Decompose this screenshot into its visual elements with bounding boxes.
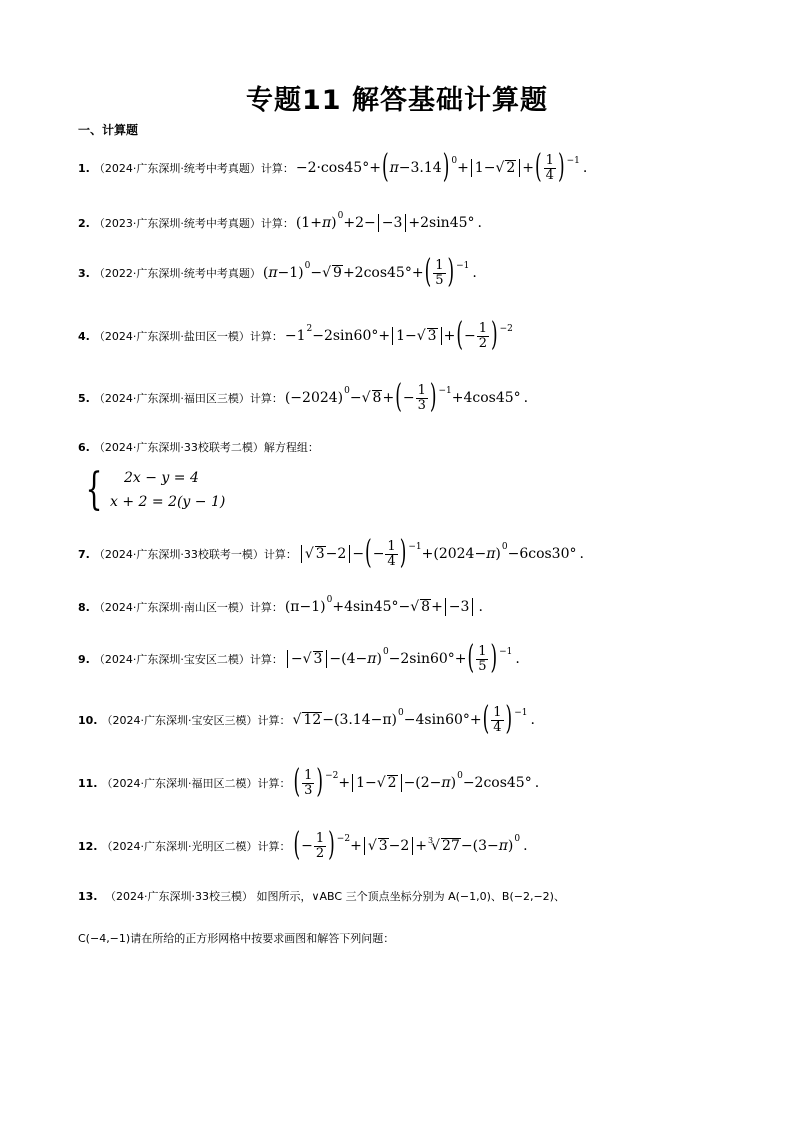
brace-icon: {	[85, 464, 103, 515]
question-source: （2024·广东深圳·33校三模）	[105, 890, 253, 903]
question-12	[78, 826, 738, 865]
question-number: 12.	[78, 839, 98, 853]
question-number: 7.	[78, 547, 90, 561]
question-source: （2024·广东深圳·盐田区一模）计算：	[93, 330, 283, 343]
question-number: 11.	[78, 776, 98, 790]
question-5	[78, 378, 738, 417]
math-expression: ( π −1) $^0$ − √ 9 +2cos45°+ ( $\frac{1}{5}$ ) $^{-1}$ .	[262, 253, 477, 292]
math-expression: −2·cos45°+ ( π −3.14 ) $^0$ + 1−√ 2 + ( $\frac{1}{4}$ ) $^{-1}$ .	[295, 148, 588, 187]
question-1	[78, 148, 738, 187]
question-text-line-1: 如图所示，∨ABC 三个顶点坐标分别为 A(−1,0)、B(−2,−2)、	[256, 890, 565, 903]
question-source: （2023·广东深圳·统考中考真题）计算：	[93, 217, 294, 230]
question-8	[78, 592, 738, 622]
page-title: 专题11 解答基础计算题	[246, 85, 548, 116]
equation-2: x + 2 = 2(y − 1)	[110, 494, 226, 510]
question-source: （2024·广东深圳·宝安区二模）计算：	[93, 653, 283, 666]
section-heading: 一、计算题	[78, 123, 139, 137]
question-2	[78, 208, 738, 238]
math-expression: ( $\frac{1}{3}$ ) $^{-2}$ + 1−√ 2 −(2− π ) $^0$ −2cos45° .	[293, 763, 540, 802]
question-number: 3.	[78, 266, 90, 280]
question-number: 4.	[78, 329, 90, 343]
math-expression: (π−1) $^0$ +4sin45°− √ 8 + −3 .	[284, 595, 483, 615]
question-3	[78, 253, 738, 292]
question-source: （2024·广东深圳·33校联考一模）计算：	[93, 548, 297, 561]
question-source: （2024·广东深圳·福田区三模）计算：	[93, 392, 283, 405]
question-text-line-2: C(−4,−1)请在所给的正方形网格中按要求画图和解答下列问题：	[78, 932, 395, 945]
question-number: 8.	[78, 600, 90, 614]
math-expression: (−2024) $^0$ − √ 8 + ( − $\frac{1}{3}$ ) $^{-1}$ +4cos45° .	[284, 378, 529, 417]
equation-system	[80, 466, 225, 514]
question-4	[78, 316, 738, 355]
question-source: （2024·广东深圳·南山区一模）计算：	[93, 601, 283, 614]
question-13	[78, 888, 728, 904]
question-number: 5.	[78, 391, 90, 405]
math-expression: √ 3−2 − ( − $\frac{1}{4}$ ) $^{-1}$ +(2024− π ) $^0$ −6cos30° .	[299, 540, 584, 569]
question-7	[78, 534, 738, 573]
question-source: （2022·广东深圳·统考中考真题）	[93, 267, 261, 280]
math-expression: −1 $^2$ −2sin60°+ 1−√ 3 + ( − $\frac{1}{2}$ ) $^{-2}$	[284, 316, 513, 355]
question-number: 9.	[78, 652, 90, 666]
math-expression: (1+ π ) $^0$ +2− −3 +2sin45° .	[295, 211, 482, 231]
question-source: （2024·广东深圳·福田区二模）计算：	[101, 777, 291, 790]
question-number: 13.	[78, 890, 98, 903]
question-6	[78, 432, 738, 462]
question-source: （2024·广东深圳·33校联考二模）解方程组：	[93, 441, 319, 454]
question-source: （2024·广东深圳·光明区二模）计算：	[101, 840, 291, 853]
question-number: 10.	[78, 713, 98, 727]
math-expression: ( − $\frac{1}{2}$ ) $^{-2}$ + √ 3−2 + $^3$ √ 27 −(3− π ) $^0$ .	[293, 826, 528, 865]
question-11	[78, 763, 738, 802]
question-13-continued	[78, 930, 728, 946]
math-expression: √ 12 −(3.14−π) $^0$ −4sin60°+ ( $\frac{1}{4}$ ) $^{-1}$ .	[292, 700, 535, 739]
question-number: 1.	[78, 161, 90, 175]
question-source: （2024·广东深圳·宝安区三模）计算：	[101, 714, 291, 727]
question-9	[78, 639, 738, 678]
question-number: 2.	[78, 216, 90, 230]
question-source: （2024·广东深圳·统考中考真题）计算：	[93, 162, 294, 175]
question-number: 6.	[78, 440, 90, 454]
equation-1: 2x − y = 4	[124, 470, 199, 486]
question-10	[78, 700, 738, 739]
math-expression: −√ 3 −(4− π ) $^0$ −2sin60°+ ( $\frac{1}{5}$ ) $^{-1}$ .	[285, 645, 520, 674]
